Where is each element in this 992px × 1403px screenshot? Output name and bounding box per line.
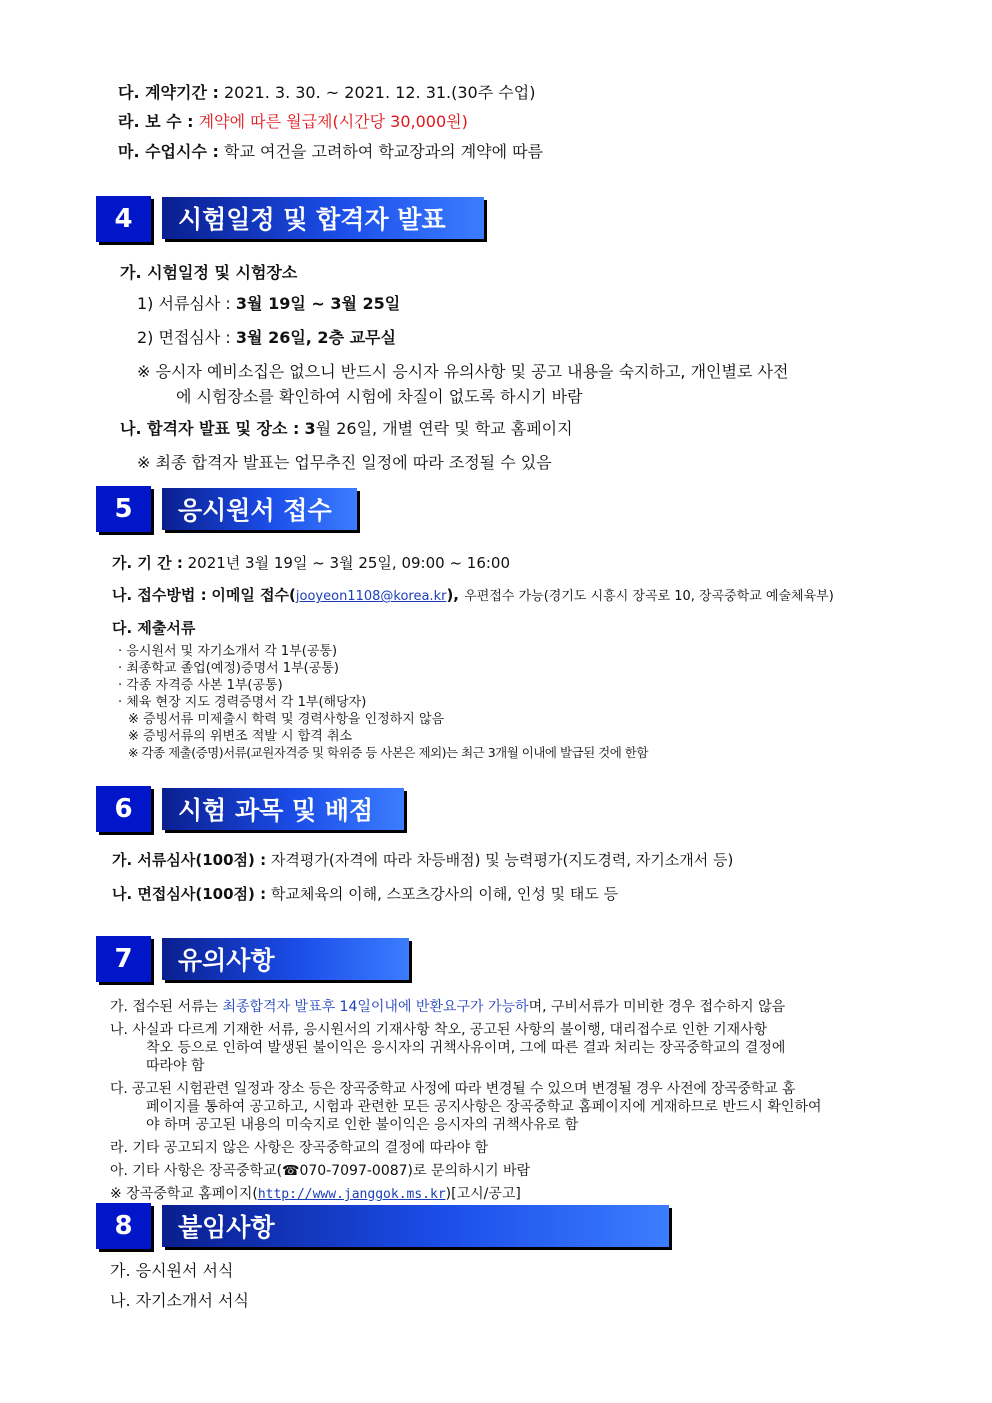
s6-interview-label: 나. 면접심사(100점) : bbox=[112, 885, 267, 903]
s8-attachment-b: 나. 자기소개서 서식 bbox=[110, 1291, 249, 1310]
s4-announcement-line bbox=[120, 416, 573, 439]
s5-method-line bbox=[112, 584, 834, 605]
s5-doc-note: ※ 각종 제출(증명)서류(교원자격증 및 학위증 등 사본은 제외)는 최근 3개월 이내에 발급된 것에 한함 bbox=[128, 745, 648, 760]
s7-item-b-3: 따라야 함 bbox=[146, 1058, 205, 1074]
s7-item-d: 라. 기타 공고되지 않은 사항은 장곡중학교의 결정에 따라야 함 bbox=[110, 1140, 489, 1156]
s4-announcement-label: 나. 합격자 발표 및 장소 : bbox=[120, 419, 300, 438]
s7-item-a-highlight: 최종합격자 발표후 14일이내에 반환요구가 가능하 bbox=[222, 999, 529, 1015]
s6-doc-review-line bbox=[112, 849, 733, 870]
s7-item-e: 아. 기타 사항은 장곡중학교(☎070-7097-0087)로 문의하시기 바람 bbox=[110, 1163, 531, 1179]
s4-note-1a: ※ 응시자 예비소집은 없으니 반드시 응시자 유의사항 및 공고 내용을 숙지하고, 개인별로 사전 bbox=[137, 362, 789, 381]
section-7-title: 유의사항 bbox=[162, 938, 409, 980]
s5-method-post: 우편접수 가능(경기도 시흥시 장곡로 10, 장곡중학교 예술체육부) bbox=[464, 589, 834, 604]
s6-interview-value: 학교체육의 이해, 스포츠강사의 이해, 인성 및 태도 등 bbox=[270, 885, 619, 903]
pay-line bbox=[118, 109, 468, 132]
hours-value: 학교 여건을 고려하여 학교장과의 계약에 따름 bbox=[224, 142, 544, 161]
s4-announcement-day: 3 bbox=[304, 419, 316, 438]
s4-schedule-heading: 가. 시험일정 및 시험장소 bbox=[120, 263, 298, 282]
s4-interview-label: 2) 면접심사 : bbox=[137, 328, 231, 347]
s6-interview-line bbox=[112, 883, 618, 904]
section-8-title: 붙임사항 bbox=[162, 1205, 669, 1247]
section-7-number: 7 bbox=[96, 936, 151, 982]
s6-doc-review-label: 가. 서류심사(100점) : bbox=[112, 851, 267, 869]
contract-period-label: 다. 계약기간 : bbox=[118, 83, 219, 102]
s4-doc-review-line bbox=[137, 291, 400, 314]
s8-attachment-a: 가. 응시원서 서식 bbox=[110, 1261, 234, 1280]
section-4-title: 시험일정 및 합격자 발표 bbox=[162, 197, 484, 239]
section-8-number: 8 bbox=[96, 1203, 151, 1249]
s5-documents-heading: 다. 제출서류 bbox=[112, 619, 196, 637]
s5-method-email-text: 이메일 접수( bbox=[211, 586, 296, 604]
s4-announcement-value: 월 26일, 개별 연락 및 학교 홈페이지 bbox=[315, 419, 573, 438]
s4-note-1b: 에 시험장소를 확인하여 시험에 차질이 없도록 하시기 바람 bbox=[176, 387, 583, 406]
s5-doc-item: · 체육 현장 지도 경력증명서 각 1부(해당자) bbox=[118, 695, 367, 710]
s7-item-a bbox=[110, 996, 785, 1016]
contract-period-value: 2021. 3. 30. ~ 2021. 12. 31.(30주 수업) bbox=[224, 83, 536, 102]
pay-value: 계약에 따른 월급제(시간당 30,000원) bbox=[198, 112, 468, 131]
section-6-title: 시험 과목 및 배점 bbox=[162, 788, 404, 830]
s5-doc-note: ※ 증빙서류의 위변조 적발 시 합격 취소 bbox=[128, 729, 353, 744]
section-6-number: 6 bbox=[96, 786, 151, 832]
s5-method-sep: ), bbox=[446, 586, 465, 604]
s5-period-value: 2021년 3월 19일 ~ 3월 25일, 09:00 ~ 16:00 bbox=[187, 554, 511, 572]
s7-homepage-note bbox=[110, 1183, 521, 1203]
s5-method-label: 나. 접수방법 : bbox=[112, 586, 207, 604]
s7-item-c-2: 페이지를 통하여 공고하고, 시험과 관련한 모든 공지사항은 장곡중학교 홈페이지에 게재하므로 반드시 확인하여 bbox=[146, 1099, 822, 1115]
s4-interview-line bbox=[137, 325, 396, 348]
s7-item-b-2: 착오 등으로 인하여 발생된 불이익은 응시자의 귀책사유이며, 그에 따른 결과 처리는 장곡중학교의 결정에 bbox=[146, 1040, 786, 1056]
s7-homepage-prefix: ※ 장곡중학교 홈페이지( bbox=[110, 1186, 258, 1202]
s7-item-b-1: 나. 사실과 다르게 기재한 서류, 응시원서의 기재사항 착오, 공고된 사항의 불이행, 대리접수로 인한 기재사항 bbox=[110, 1022, 768, 1038]
pay-label: 라. 보 수 : bbox=[118, 112, 194, 131]
s5-email-link[interactable]: jooyeon1108@korea.kr bbox=[295, 589, 447, 604]
s5-doc-item: · 각종 자격증 사본 1부(공통) bbox=[118, 678, 283, 693]
hours-label: 마. 수업시수 : bbox=[118, 142, 219, 161]
s5-doc-item: · 응시원서 및 자기소개서 각 1부(공통) bbox=[118, 644, 338, 659]
s6-doc-review-value: 자격평가(자격에 따라 차등배점) 및 능력평가(지도경력, 자기소개서 등) bbox=[270, 851, 734, 869]
section-4-number: 4 bbox=[96, 196, 151, 242]
contract-period-line bbox=[118, 80, 535, 103]
s7-homepage-link[interactable]: http://www.janggok.ms.kr bbox=[257, 1187, 446, 1202]
section-5-number: 5 bbox=[96, 486, 151, 532]
s7-item-a-suffix: 며, 구비서류가 미비한 경우 접수하지 않음 bbox=[528, 999, 786, 1015]
s4-note-2: ※ 최종 합격자 발표는 업무추진 일정에 따라 조정될 수 있음 bbox=[137, 453, 552, 472]
s4-doc-review-label: 1) 서류심사 : bbox=[137, 294, 231, 313]
s7-homepage-suffix: )[고시/공고] bbox=[445, 1186, 521, 1202]
s5-doc-note: ※ 증빙서류 미제출시 학력 및 경력사항을 인정하지 않음 bbox=[128, 712, 445, 727]
s7-item-c-3: 야 하며 공고된 내용의 미숙지로 인한 불이익은 응시자의 귀책사유로 함 bbox=[146, 1117, 579, 1133]
s5-doc-item: · 최종학교 졸업(예정)증명서 1부(공통) bbox=[118, 661, 339, 676]
s5-period-line bbox=[112, 552, 510, 573]
s5-period-label: 가. 기 간 : bbox=[112, 554, 183, 572]
s7-item-c-1: 다. 공고된 시험관련 일정과 장소 등은 장곡중학교 사정에 따라 변경될 수 있으며 변경될 경우 사전에 장곡중학교 홈 bbox=[110, 1081, 796, 1097]
hours-line bbox=[118, 139, 543, 162]
section-5-title: 응시원서 접수 bbox=[162, 488, 357, 530]
s4-doc-review-date: 3월 19일 ~ 3월 25일 bbox=[235, 294, 401, 313]
s7-item-a-prefix: 가. 접수된 서류는 bbox=[110, 999, 223, 1015]
s4-interview-date: 3월 26일, 2층 교무실 bbox=[235, 328, 396, 347]
